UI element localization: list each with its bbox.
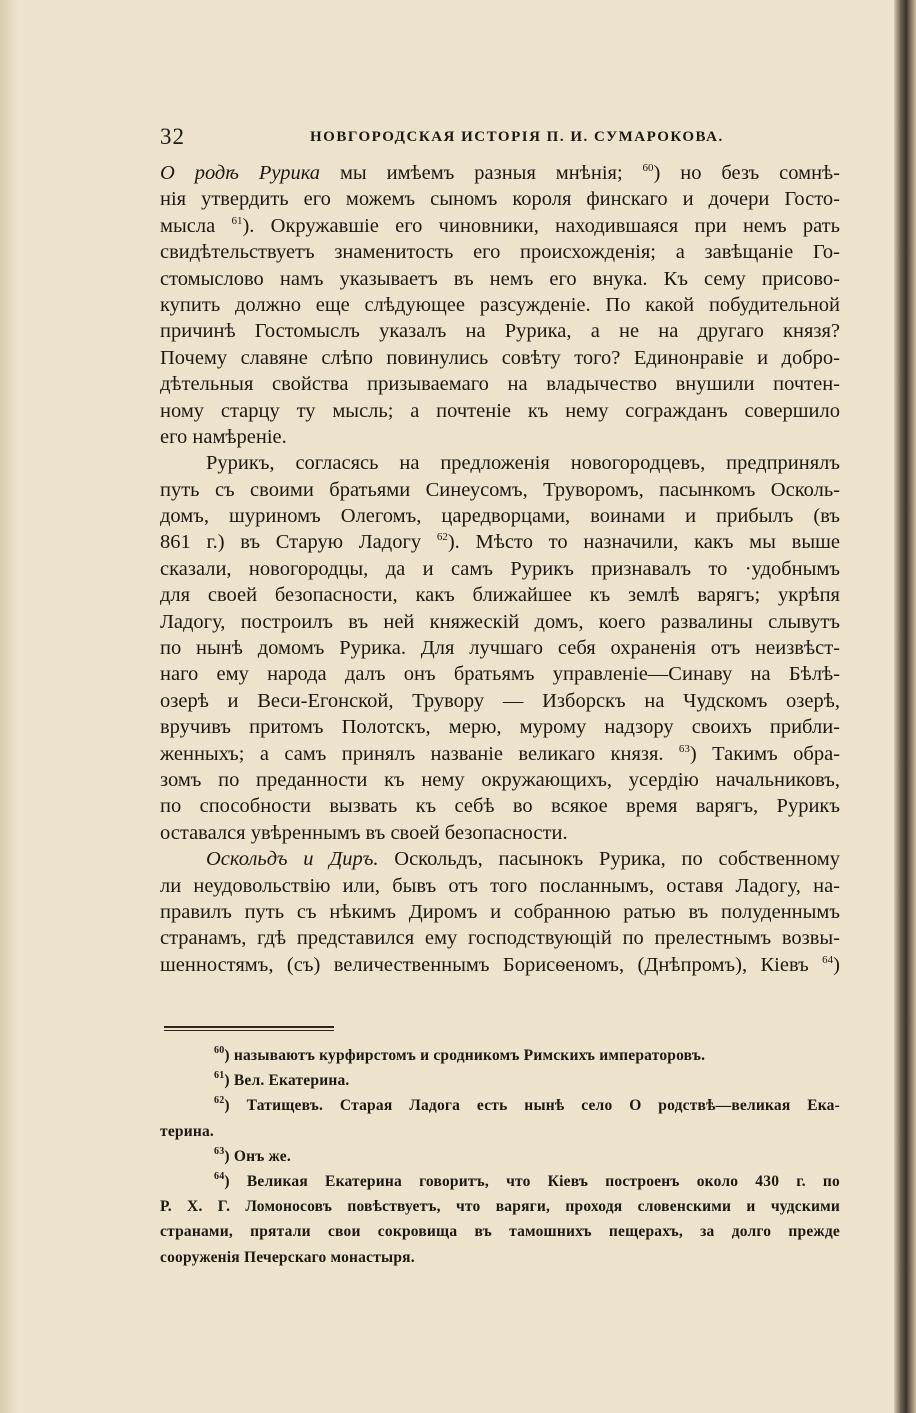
text-line: [160, 609, 840, 635]
text-line: [160, 688, 840, 714]
text-line: [160, 318, 840, 344]
text-line: [160, 529, 840, 555]
text-line: [160, 873, 840, 899]
text-line: [160, 661, 840, 687]
text-line: [160, 371, 840, 397]
text-run: ) называютъ курфирстомъ и сродникомъ Римскихъ императоровъ.: [224, 1047, 706, 1064]
text-run: ) Такимъ обра-: [689, 742, 840, 765]
text-run: купить должно еще слѣдующее разсужденіе. По какой побудительной: [160, 293, 840, 316]
footnote-ref: 64: [822, 953, 834, 966]
page-header: [160, 124, 840, 152]
text-run: по способности вызвать къ себѣ во всякое время варягъ, Рурикъ: [160, 795, 840, 818]
text-run: путь съ своими братьями Синеусомъ, Труворомъ, пасынкомъ Осколь-: [160, 478, 840, 501]
text-run: для своей безопасности, какъ ближайшее къ землѣ варягъ; укрѣпя: [160, 584, 840, 607]
text-run: мы имѣемъ разныя мнѣнія;: [320, 162, 643, 184]
page-left-shadow: [0, 0, 18, 1413]
footnote-line: [160, 1068, 840, 1093]
text-run: Почему славяне слѣпо повинулись совѣту того? Единонравіе и добро-: [160, 346, 840, 369]
footnote-line: [160, 1245, 840, 1270]
footnote-separator: [164, 1026, 334, 1028]
text-run: правилъ путь съ нѣкимъ Диромъ и собранною ратью въ полуденнымъ: [160, 900, 840, 923]
running-title: НОВГОРОДСКАЯ ИСТОРІЯ П. И. СУМАРОКОВА.: [310, 129, 724, 145]
text-run: ному старцу ту мысль; а почтеніе къ нему согражданъ совершило: [160, 399, 840, 422]
text-line: [160, 424, 840, 450]
main-text: [160, 160, 840, 978]
text-run: наго ему народа далъ онъ братьямъ управленіе—Синаву на Бѣлѣ-: [160, 663, 840, 686]
page-number: 32: [160, 124, 185, 149]
text-run: ). Мѣсто то назначили, какъ мы выше: [447, 531, 840, 554]
text-line: [160, 160, 840, 186]
text-run: ) но безъ сомнѣ-: [653, 162, 841, 184]
text-run: свидѣтельствуетъ знаменитость его происхожденія; а завѣщаніе Го-: [160, 241, 840, 264]
text-run: нія утвердить его можемъ сыномъ короля финскаго и дочери Госто-: [160, 188, 840, 211]
footnote-ref: 61: [231, 214, 243, 227]
footnote-line: [160, 1144, 840, 1169]
footnote-ref: 62: [214, 1095, 225, 1107]
text-run: сооруженія Печерскаго монастыря.: [160, 1248, 415, 1266]
text-run: ли неудовольствію или, бывъ отъ того посланнымъ, оставя Ладогу, на-: [160, 874, 840, 897]
text-run: по нынѣ домомъ Рурика. Для лучшаго себя охраненія отъ неизвѣст-: [160, 637, 840, 660]
text-line: [160, 556, 840, 582]
text-run: оставался увѣреннымъ въ своей безопасности.: [160, 821, 568, 844]
text-line: [160, 925, 840, 951]
text-run: Ладогу, построилъ въ ней княжескій домъ, коего развалины слывутъ: [160, 610, 840, 633]
text-line: [160, 450, 840, 476]
paragraph: [160, 846, 840, 978]
text-run: женныхъ; а самъ принялъ названіе великаго князя.: [160, 742, 679, 765]
text-run: причинѣ Гостомыслъ указалъ на Рурика, а не на другаго князя?: [160, 320, 840, 343]
paragraph: [160, 450, 840, 846]
text-run: Рурикъ, согласясь на предложенія новогородцевъ, предпринялъ: [206, 452, 840, 475]
text-line: [160, 477, 840, 503]
text-run: вручивъ притомъ Полотскъ, мерю, мурому надзору своихъ прибли-: [160, 716, 840, 739]
text-run: домъ, шуриномъ Олегомъ, царедворцами, воинами и прибылъ (въ: [160, 505, 840, 528]
footnote-line: [160, 1093, 840, 1118]
text-run: 861 г.) въ Старую Ладогу: [160, 531, 437, 554]
text-line: [160, 582, 840, 608]
text-line: [160, 899, 840, 925]
text-run: озерѣ и Веси-Егонской, Трувору — Изборскъ на Чудскомъ озерѣ,: [160, 689, 840, 712]
footnote-ref: 60: [214, 1045, 225, 1056]
text-line: [160, 767, 840, 793]
footnote-ref: 63: [678, 742, 690, 755]
text-run: мысла: [160, 214, 232, 237]
text-run: странами, прятали свои сокровища въ тамошнихъ пещерахъ, за долго прежде: [160, 1223, 840, 1241]
paragraph: [160, 160, 840, 450]
text-run: терина.: [160, 1122, 215, 1140]
text-line: [160, 793, 840, 819]
text-run: ) Онъ же.: [224, 1147, 291, 1165]
footnote-line: [160, 1169, 840, 1194]
footnote-ref: 64: [214, 1170, 225, 1182]
text-line: [160, 398, 840, 424]
text-run: Р. Х. Г. Ломоносовъ повѣствуетъ, что варяги, проходя словенскими и чудскими: [160, 1198, 840, 1216]
italic-heading: Оскольдъ и Диръ.: [206, 848, 379, 871]
footnote-ref: 61: [214, 1070, 225, 1082]
text-run: Оскольдъ, пасынокъ Рурика, по собственному: [378, 848, 840, 871]
text-run: зомъ по преданности къ нему окружающихъ, усердію начальниковъ,: [160, 768, 840, 791]
text-line: [160, 239, 840, 265]
text-run: ) Великая Екатерина говоритъ, что Кіевъ построенъ около 430 г. по: [224, 1172, 840, 1190]
text-line: [160, 186, 840, 212]
book-spine-edge: [894, 0, 916, 1413]
footnote-ref: 60: [642, 162, 654, 174]
text-line: [160, 952, 840, 978]
footnote-ref: 62: [436, 531, 448, 544]
footnote-line: [160, 1219, 840, 1244]
text-run: дѣтельныя свойства призываемаго на владычество внушили почтен-: [160, 373, 840, 396]
text-line: [160, 503, 840, 529]
footnote-line: [160, 1119, 840, 1144]
text-line: [160, 846, 840, 872]
text-line: [160, 266, 840, 292]
text-run: странамъ, гдѣ представился ему господствующій по прелестнымъ возвы-: [160, 927, 840, 950]
text-run: его намѣреніе.: [160, 425, 287, 448]
footnotes: [160, 1043, 840, 1270]
text-line: [160, 345, 840, 371]
text-run: ) Вел. Екатерина.: [224, 1072, 350, 1090]
text-run: ). Окружавшіе его чиновники, находившаяся при немъ рать: [242, 214, 840, 237]
footnote-separator-thin: [164, 1030, 334, 1031]
footnote-line: [160, 1194, 840, 1219]
footnote-line: [160, 1043, 840, 1068]
text-line: [160, 820, 840, 846]
text-run: шенностямъ, (съ) величественнымъ Борисѳеномъ, (Днѣпромъ), Кіевъ: [160, 953, 823, 976]
text-run: ): [833, 953, 840, 976]
text-run: стомыслово намъ указываетъ въ немъ его внука. Къ сему присово-: [160, 267, 840, 290]
text-line: [160, 714, 840, 740]
text-run: ) Татищевъ. Старая Ладога есть нынѣ село О родствѣ—великая Ека-: [224, 1097, 840, 1115]
text-run: сказали, новогородцы, да и самъ Рурикъ признавалъ то ·удобнымъ: [160, 557, 840, 580]
italic-heading: О родѣ Рурика: [160, 162, 321, 184]
text-line: [160, 292, 840, 318]
footnote-ref: 63: [214, 1145, 225, 1157]
text-line: [160, 635, 840, 661]
text-line: [160, 741, 840, 767]
text-line: [160, 213, 840, 239]
